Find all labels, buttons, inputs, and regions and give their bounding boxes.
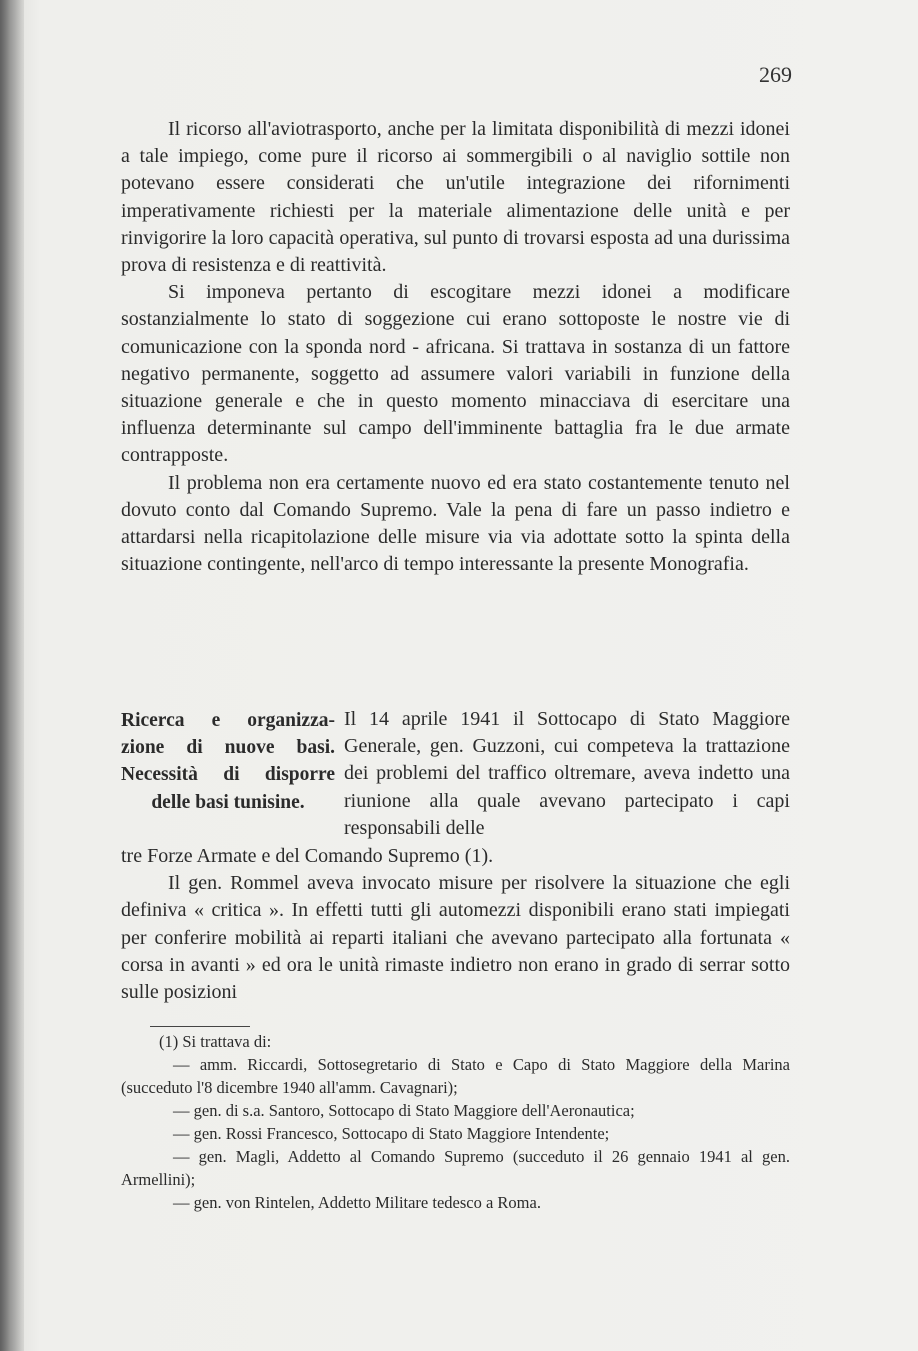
footnotes: [121, 1030, 790, 1214]
side-heading-line-3: Necessità di disporre: [121, 764, 335, 786]
side-heading-line-2: zione di nuove basi.: [121, 737, 335, 759]
section-continuation-line: tre Forze Armate e del Comando Supremo (1).: [121, 845, 494, 867]
section-first-paragraph: Il 14 aprile 1941 il Sottocapo di Stato Maggiore Generale, gen. Guzzoni, cui competeva la trattazione dei problemi del traffico oltremare, aveva indetto una riunione alla quale avevano partecipato i capi responsabili delle: [344, 708, 790, 839]
footnote-item: — gen. von Rintelen, Addetto Militare tedesco a Roma.: [173, 1193, 541, 1212]
footnote-item: — gen. Magli, Addetto al Comando Supremo (succeduto il 26 gennaio 1941 al gen. Armellini);: [121, 1147, 790, 1189]
footnote-item: — gen. Rossi Francesco, Sottocapo di Stato Maggiore Intendente;: [173, 1124, 610, 1143]
side-heading-line-4: delle basi tunisine.: [151, 791, 305, 813]
footnote-item: — gen. di s.a. Santoro, Sottocapo di Stato Maggiore dell'Aeronautica;: [173, 1101, 635, 1120]
paragraph-rommel: Il gen. Rommel aveva invocato misure per risolvere la situazione che egli definiva « critica ». In effetti tutti gli automezzi disponibili erano stati impiegati per conferire mobilità ai reparti italiani che avevano partecipato alla fortunata « corsa in avanti » ed ora le unità rimaste indietro non erano in grado di serrar sotto sulle posizioni: [121, 872, 790, 1004]
side-heading-line-1: Ricerca e organizza-: [121, 710, 335, 731]
paragraph-aviotrasporto: Il ricorso all'aviotrasporto, anche per la limitata disponibilità di mezzi idonei a tale impiego, come pure il ricorso ai sommergibili o al naviglio sottile non potevano essere considerati che un'utile integrazione dei rifornimenti imperativamente richiesti per la materiale alimentazione delle unità e per rinvigorire la loro capacità operativa, sul punto di trovarsi esposta ad una durissima prova di resistenza e di reattività.: [121, 118, 790, 277]
paragraph-comando-supremo: Il problema non era certamente nuovo ed era stato costantemente tenuto nel dovuto conto dal Comando Supremo. Vale la pena di fare un passo indietro e attardarsi nella ricapitolazione delle misure via via adottate sotto la spinta della situazione contingente, nell'arco di tempo interessante la presente Monografia.: [121, 471, 790, 576]
section-intro: [121, 706, 790, 842]
opening-text-block: [121, 116, 790, 578]
footnote-divider: [150, 1026, 250, 1027]
binding-shadow: [0, 0, 24, 1351]
paragraph-soggezione: Si imponeva pertanto di escogitare mezzi idonei a modificare sostanzialmente lo stato di soggezione cui erano sottoposte le nostre vie di comunicazione con la sponda nord - africana. Si trattava in sostanza di un fattore negativo permanente, soggetto ad assumere valori variabili in funzione della situazione generale e che in questo momento minacciava di esercitare una influenza determinante sul campo dell'imminente battaglia fra le due armate contrapposte.: [121, 281, 790, 467]
page-number: 269: [759, 62, 792, 87]
section-continued-text: [121, 843, 790, 1006]
footnote-item: — amm. Riccardi, Sottosegretario di Stato e Capo di Stato Maggiore della Marina (succeduto l'8 dicembre 1940 all'amm. Cavagnari);: [121, 1055, 790, 1097]
side-heading: [121, 706, 335, 842]
footnote-head: (1) Si trattava di:: [159, 1032, 272, 1051]
